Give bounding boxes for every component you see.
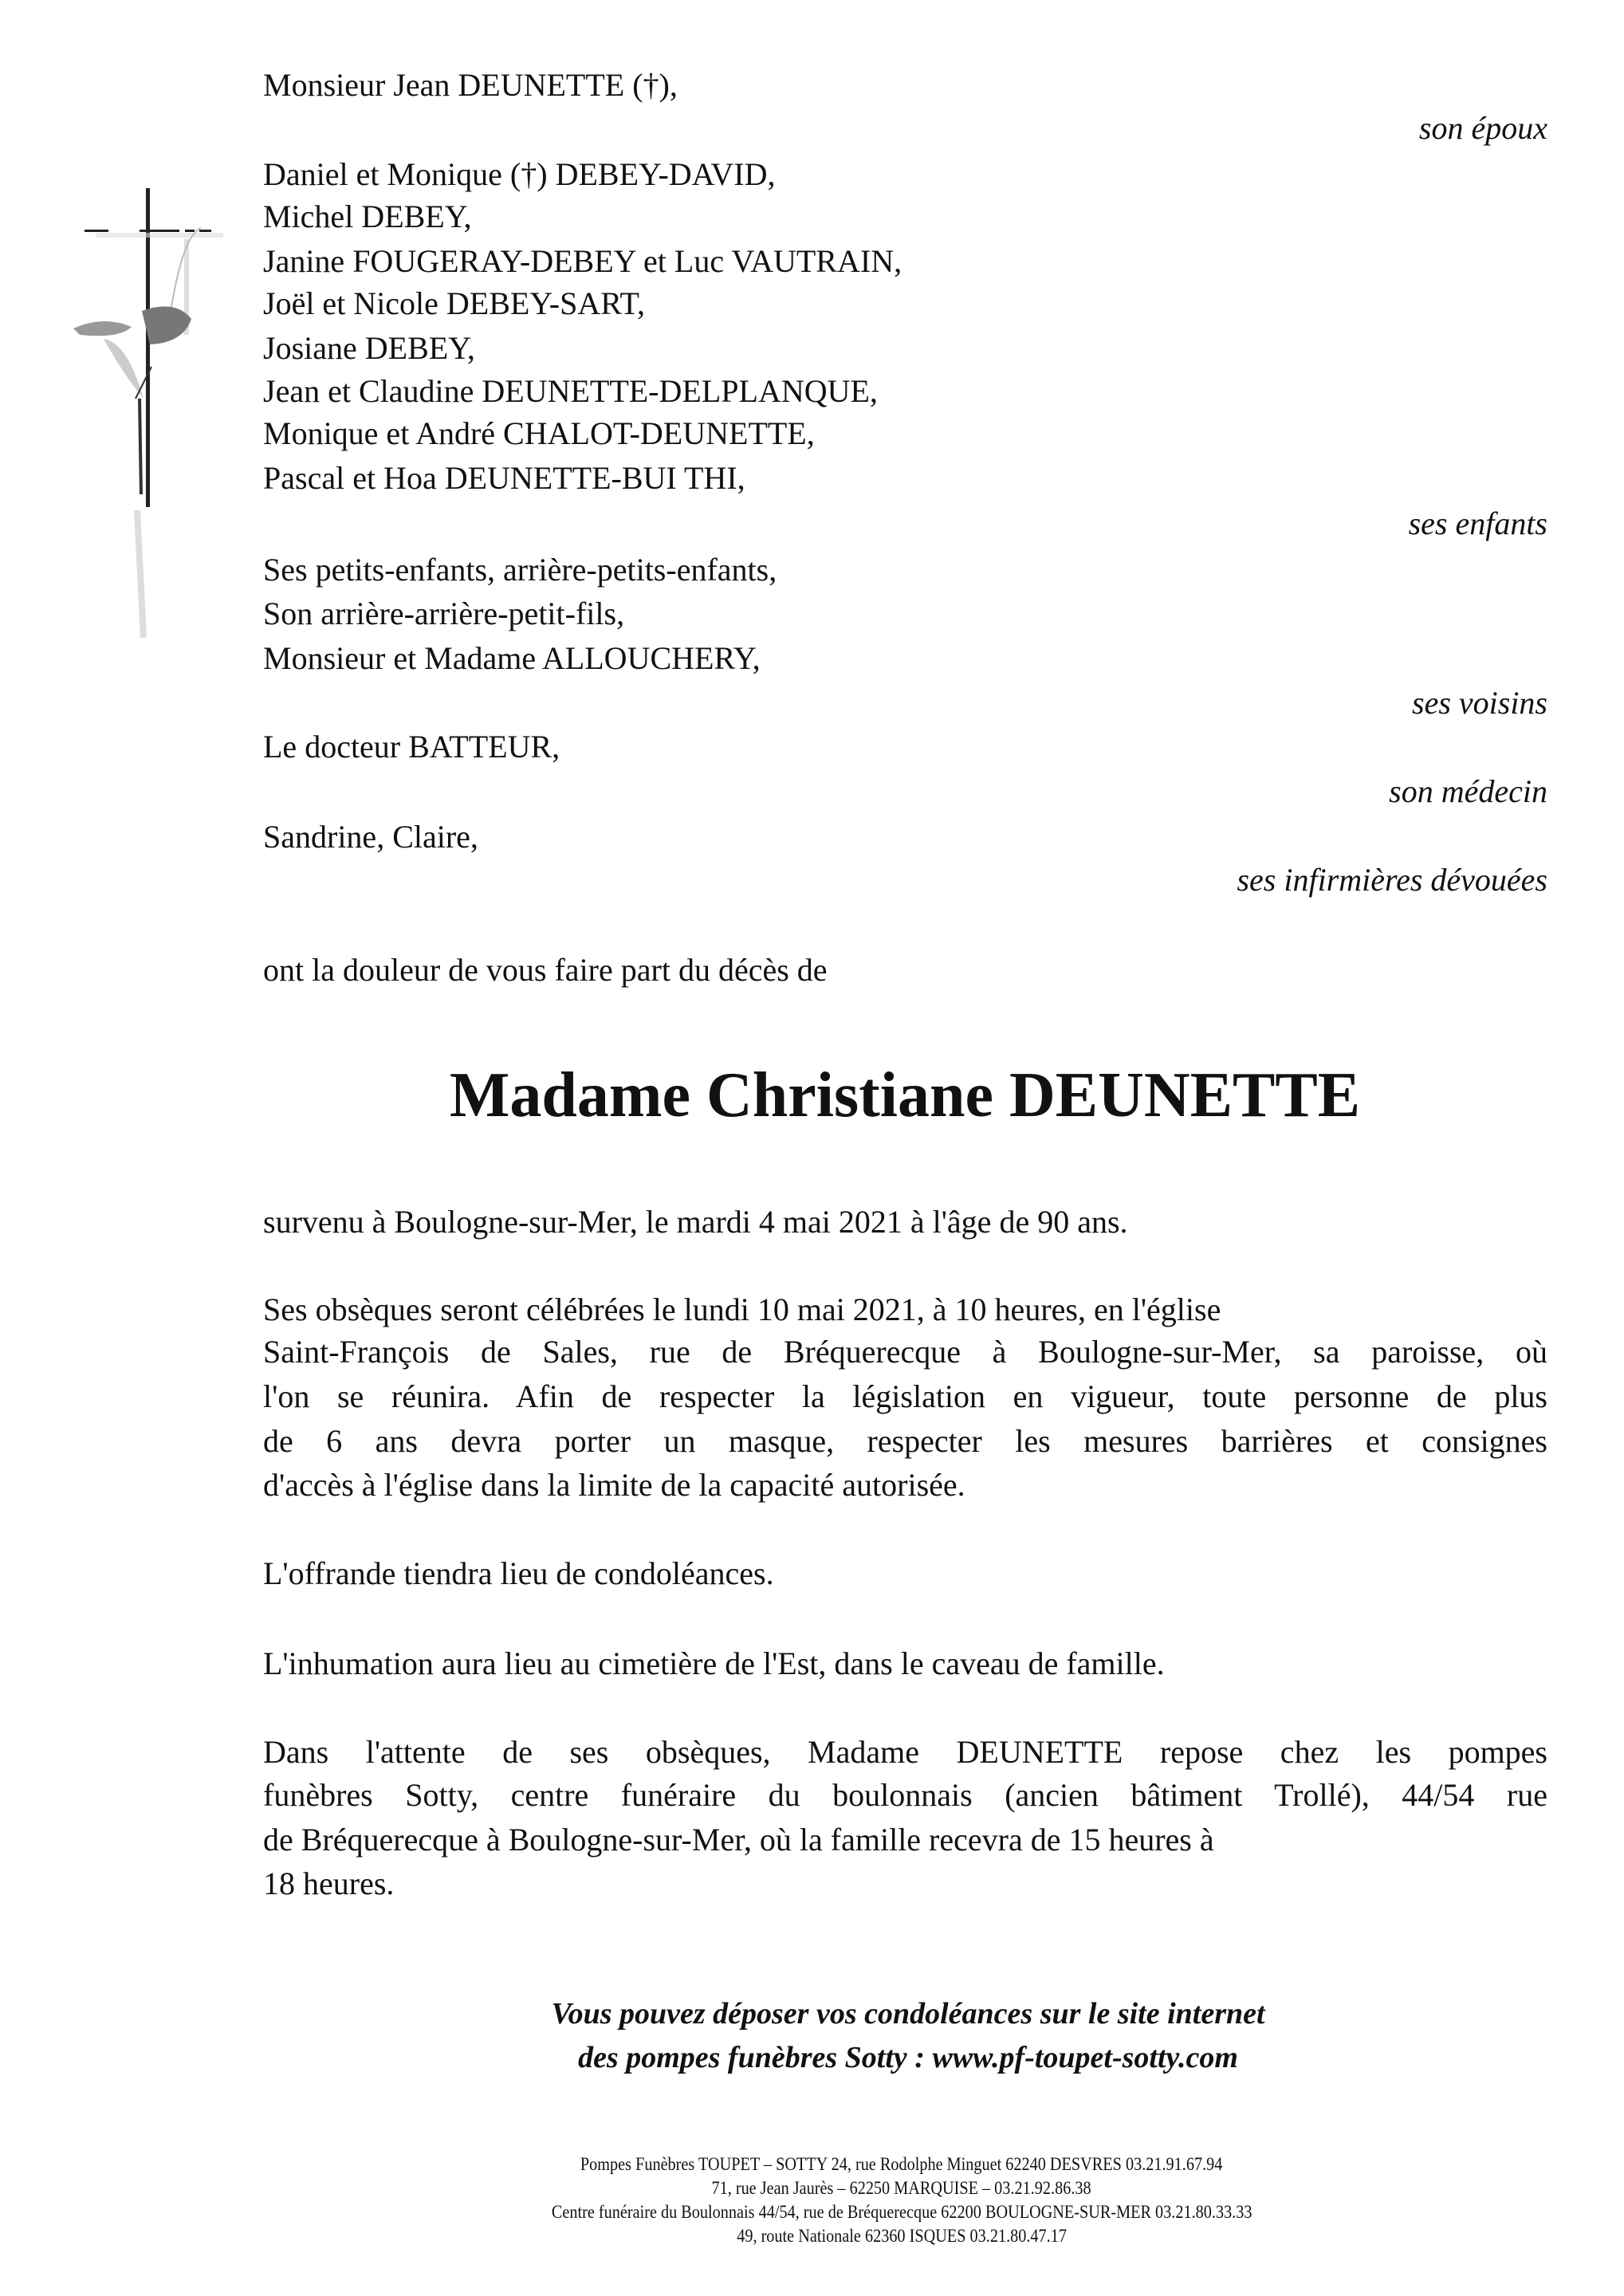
grandchildren-line: Ses petits-enfants, arrière-petits-enfants, (263, 552, 777, 588)
death-details: survenu à Boulogne-sur-Mer, le mardi 4 mai 2021 à l'âge de 90 ans. (263, 1204, 1128, 1240)
child-line: Michel DEBEY, (263, 199, 472, 234)
deceased-name: Madame Christiane DEUNETTE (449, 1060, 1361, 1130)
neighbors-line: Monsieur et Madame ALLOUCHERY, (263, 640, 761, 676)
doctor-line: Le docteur BATTEUR, (263, 729, 560, 765)
neighbors-role: ses voisins (1412, 685, 1547, 721)
funeral-line: d'accès à l'église dans la limite de la capacité autorisée. (263, 1467, 965, 1503)
child-line: Monique et André CHALOT-DEUNETTE, (263, 415, 815, 451)
footer-address-line: 71, rue Jean Jaurès – 62250 MARQUISE – 03.21.92.86.38 (711, 2178, 1092, 2198)
footer-address-line: 49, route Nationale 62360 ISQUES 03.21.80.47.17 (737, 2226, 1067, 2246)
funeral-line: Ses obsèques seront célébrées le lundi 10 mai 2021, à 10 heures, en l'église (263, 1292, 1221, 1327)
child-line: Pascal et Hoa DEUNETTE-BUI THI, (263, 460, 745, 496)
spouse-name: Monsieur Jean DEUNETTE (†), (263, 67, 678, 103)
child-line: Daniel et Monique (†) DEBEY-DAVID, (263, 156, 776, 192)
child-line: Josiane DEBEY, (263, 330, 475, 366)
doctor-role: son médecin (1389, 773, 1547, 809)
child-line: Jean et Claudine DEUNETTE-DELPLANQUE, (263, 373, 878, 409)
child-line: Joël et Nicole DEBEY-SART, (263, 285, 646, 321)
child-line: Janine FOUGERAY-DEBEY et Luc VAUTRAIN, (263, 243, 902, 279)
funeral-line: l'on se réunira. Afin de respecter la législation en vigueur, toute personne de plus (263, 1378, 1547, 1414)
visitation-line: 18 heures. (263, 1866, 395, 1901)
announcement: ont la douleur de vous faire part du décès de (263, 952, 828, 988)
burial-text: L'inhumation aura lieu au cimetière de l'Est, dans le caveau de famille. (263, 1645, 1165, 1681)
visitation-line: de Bréquerecque à Boulogne-sur-Mer, où la famille recevra de 15 heures à (263, 1822, 1214, 1858)
funeral-line: de 6 ans devra porter un masque, respecter les mesures barrières et consignes (263, 1423, 1547, 1459)
funeral-line: Saint-François de Sales, rue de Bréquerecque à Boulogne-sur-Mer, sa paroisse, où (263, 1334, 1547, 1370)
footer-address-line: Centre funéraire du Boulonnais 44/54, rue de Bréquerecque 62200 BOULOGNE-SUR-MER 03.21.80.33.33 (551, 2202, 1252, 2222)
condolences-website-line[interactable]: des pompes funèbres Sotty : www.pf-toupet-sotty.com (578, 2041, 1238, 2074)
footer-address-line: Pompes Funèbres TOUPET – SOTTY 24, rue Rodolphe Minguet 62240 DESVRES 03.21.91.67.94 (580, 2154, 1223, 2174)
cross-with-lily-icon (64, 159, 263, 678)
visitation-line: Dans l'attente de ses obsèques, Madame DEUNETTE repose chez les pompes (263, 1734, 1547, 1770)
condolences-line: Vous pouvez déposer vos condoléances sur le site internet (551, 1997, 1265, 2031)
visitation-line: funèbres Sotty, centre funéraire du boulonnais (ancien bâtiment Trollé), 44/54 rue (263, 1777, 1547, 1813)
nurses-line: Sandrine, Claire, (263, 819, 478, 855)
spouse-role: son époux (1418, 110, 1547, 146)
great-great-grandchild-line: Son arrière-arrière-petit-fils, (263, 596, 625, 631)
offering-text: L'offrande tiendra lieu de condoléances. (263, 1555, 774, 1591)
nurses-role: ses infirmières dévouées (1237, 862, 1547, 898)
children-role: ses enfants (1408, 505, 1547, 541)
